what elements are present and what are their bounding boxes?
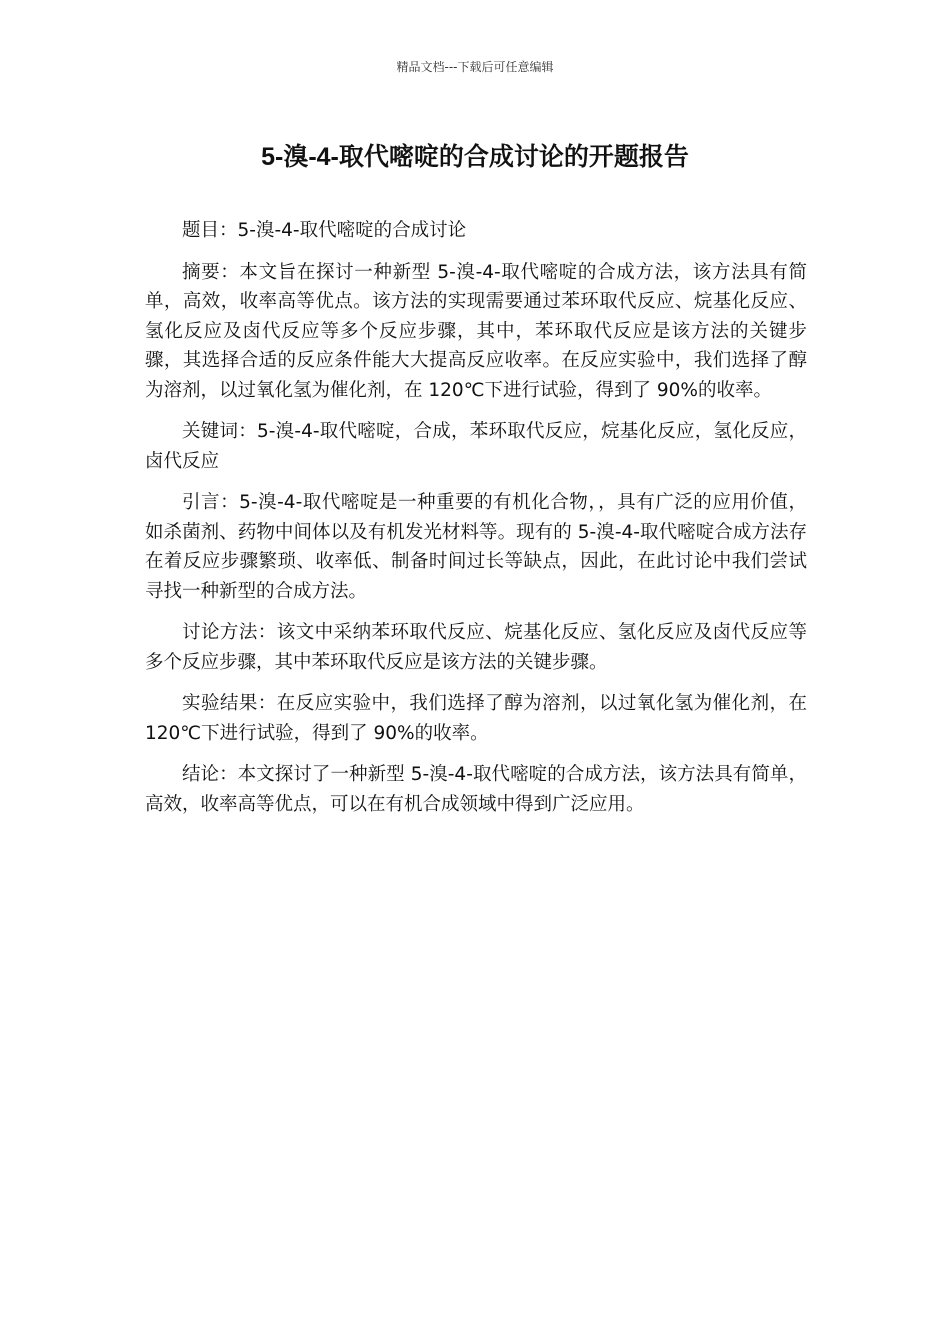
document-body xyxy=(145,216,807,831)
header-note: 精品文档---下载后可任意编辑 xyxy=(396,60,554,74)
paragraph-conclusion: 结论：本文探讨了一种新型 5-溴-4-取代嘧啶的合成方法，该方法具有简单，高效，收率高等优点，可以在有机合成领域中得到广泛应用。 xyxy=(145,764,807,815)
paragraph-results: 实验结果：在反应实验中，我们选择了醇为溶剂，以过氧化氢为催化剂，在 120℃下进行试验，得到了 90%的收率。 xyxy=(145,693,807,744)
paragraph-keywords: 关键词：5-溴-4-取代嘧啶，合成，苯环取代反应，烷基化反应，氢化反应，卤代反应 xyxy=(145,421,807,472)
paragraph-topic: 题目：5-溴-4-取代嘧啶的合成讨论 xyxy=(182,220,467,241)
document-title: 5-溴-4-取代嘧啶的合成讨论的开题报告 xyxy=(261,143,689,171)
paragraph-methods: 讨论方法：该文中采纳苯环取代反应、烷基化反应、氢化反应及卤代反应等多个反应步骤，其中苯环取代反应是该方法的关键步骤。 xyxy=(145,622,807,673)
paragraph-abstract: 摘要：本文旨在探讨一种新型 5-溴-4-取代嘧啶的合成方法，该方法具有简单，高效，收率高等优点。该方法的实现需要通过苯环取代反应、烷基化反应、氢化反应及卤代反应等多个反应步骤，其中，苯环取代反应是该方法的关键步骤，其选择合适的反应条件能大大提高反应收率。在反应实验中，我们选择了醇为溶剂，以过氧化氢为催化剂，在 120℃下进行试验，得到了 90%的收率。 xyxy=(145,261,807,401)
paragraph-introduction: 引言：5-溴-4-取代嘧啶是一种重要的有机化合物，，具有广泛的应用价值，如杀菌剂、药物中间体以及有机发光材料等。现有的 5-溴-4-取代嘧啶合成方法存在着反应步骤繁琐、收率低、制备时间过长等缺点，因此，在此讨论中我们尝试寻找一种新型的合成方法。 xyxy=(145,492,807,602)
